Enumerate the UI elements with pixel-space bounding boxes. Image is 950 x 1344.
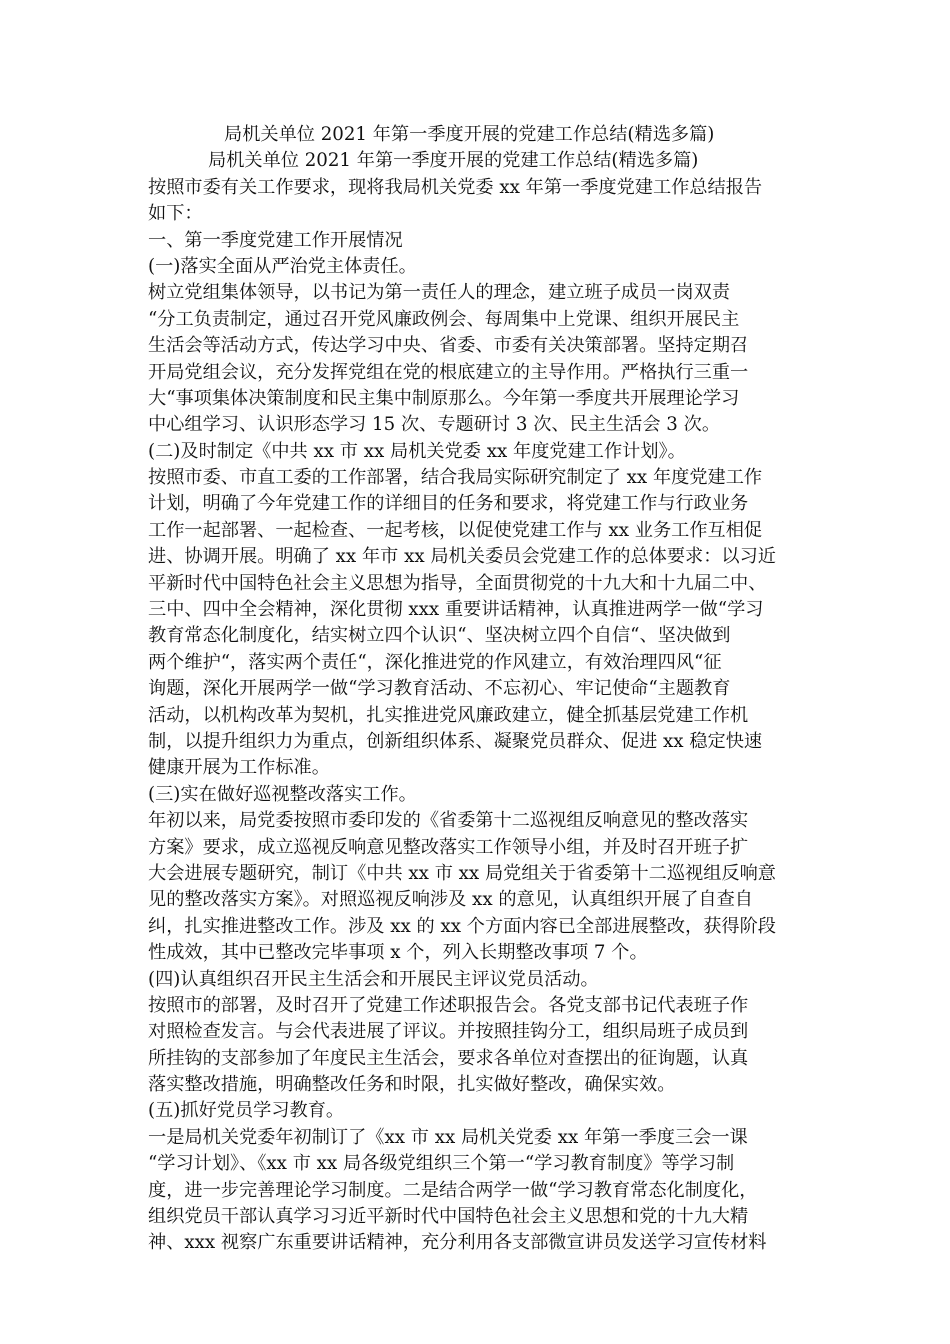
text-line: (二)及时制定《中共 xx 市 xx 局机关党委 xx 年度党建工作计划》。 <box>148 440 686 462</box>
text-line: 组织党员干部认真学习习近平新时代中国特色社会主义思想和党的十九大精 <box>148 1206 749 1228</box>
text-line: 落实整改措施，明确整改任务和时限，扎实做好整改，确保实效。 <box>148 1074 676 1096</box>
text-line: 平新时代中国特色社会主义思想为指导，全面贯彻党的十九大和十九届二中、 <box>148 572 767 594</box>
text-line: 神、xxx 视察广东重要讲话精神，充分利用各支部微宣讲员发送学习宣传材料 <box>148 1232 767 1254</box>
text-line: 制，以提升组织力为重点，创新组织体系、凝聚党员群众、促进 xx 稳定快速 <box>148 730 763 752</box>
text-line: 纠，扎实推进整改工作。涉及 xx 的 xx 个方面内容已全部进展整改，获得阶段 <box>148 915 776 937</box>
text-line: 一、第一季度党建工作开展情况 <box>148 229 403 251</box>
text-line: (四)认真组织召开民主生活会和开展民主评议党员活动。 <box>148 968 599 990</box>
text-line: 生活会等活动方式，传达学习中央、省委、市委有关决策部署。坚持定期召 <box>148 335 749 357</box>
text-line: 所挂钩的支部参加了年度民主生活会，要求各单位对查摆出的征询题，认真 <box>148 1047 749 1069</box>
text-line: 大“事项集体决策制度和民主集中制原那么。今年第一季度共开展理论学习 <box>148 387 740 409</box>
text-line: 见的整改落实方案》。对照巡视反响涉及 xx 的意见，认真组织开展了自查自 <box>148 889 753 911</box>
text-line: (三)实在做好巡视整改落实工作。 <box>148 783 417 805</box>
text-line: 如下： <box>148 203 203 225</box>
text-line: “学习计划》、《xx 市 xx 局各级党组织三个第一“学习教育制度》等学习制 <box>148 1153 735 1175</box>
text-line: (一)落实全面从严治党主体责任。 <box>148 255 417 277</box>
text-line: 树立党组集体领导，以书记为第一责任人的理念，建立班子成员一岗双责 <box>148 282 731 304</box>
text-line: (五)抓好党员学习教育。 <box>148 1100 345 1122</box>
document-body <box>148 122 808 1257</box>
text-line: 开局党组会议，充分发挥党组在党的根底建立的主导作用。严格执行三重一 <box>148 361 749 383</box>
text-line: 教育常态化制度化，结实树立四个认识“、坚决树立四个自信“、坚决做到 <box>148 625 731 647</box>
text-line: 按照市委有关工作要求，现将我局机关党委 xx 年第一季度党建工作总结报告 <box>148 176 763 198</box>
text-line: 健康开展为工作标准。 <box>148 757 330 779</box>
text-line: 方案》要求，成立巡视反响意见整改落实工作领导小组，并及时召开班子扩 <box>148 836 749 858</box>
text-line: 计划，明确了今年党建工作的详细目的任务和要求，将党建工作与行政业务 <box>148 493 749 515</box>
text-line: “分工负责制定，通过召开党风廉政例会、每周集中上党课、组织开展民主 <box>148 308 740 330</box>
body-text <box>148 175 808 1257</box>
text-line: 三中、四中全会精神，深化贯彻 xxx 重要讲话精神，认真推进两学一做“学习 <box>148 599 764 621</box>
text-line: 大会进展专题研究，制订《中共 xx 市 xx 局党组关于省委第十二巡视组反响意 <box>148 862 776 884</box>
text-line: 年初以来，局党委按照市委印发的《省委第十二巡视组反响意见的整改落实 <box>148 810 749 832</box>
text-line: 按照市的部署，及时召开了党建工作述职报告会。各党支部书记代表班子作 <box>148 994 749 1016</box>
text-line: 按照市委、市直工委的工作部署，结合我局实际研究制定了 xx 年度党建工作 <box>148 467 763 489</box>
text-line: 对照检查发言。与会代表进展了评议。并按照挂钩分工，组织局班子成员到 <box>148 1021 749 1043</box>
text-line: 中心组学习、认识形态学习 15 次、专题研讨 3 次、民主生活会 3 次。 <box>148 414 721 436</box>
document-subtitle: 局机关单位 2021 年第一季度开展的党建工作总结(精选多篇) <box>208 150 699 172</box>
text-line: 工作一起部署、一起检查、一起考核，以促使党建工作与 xx 业务工作互相促 <box>148 519 763 541</box>
document-title: 局机关单位 2021 年第一季度开展的党建工作总结(精选多篇) <box>224 124 715 145</box>
text-line: 活动，以机构改革为契机，扎实推进党风廉政建立，健全抓基层党建工作机 <box>148 704 749 726</box>
text-line: 度，进一步完善理论学习制度。二是结合两学一做“学习教育常态化制度化， <box>148 1179 758 1201</box>
text-line: 询题，深化开展两学一做“学习教育活动、不忘初心、牢记使命“主题教育 <box>148 678 731 700</box>
text-line: 一是局机关党委年初制订了《xx 市 xx 局机关党委 xx 年第一季度三会一课 <box>148 1126 748 1148</box>
text-line: 进、协调开展。明确了 xx 年市 xx 局机关委员会党建工作的总体要求：以习近 <box>148 546 776 568</box>
text-line: 两个维护“，落实两个责任“，深化推进党的作风建立，有效治理四风“征 <box>148 651 722 673</box>
text-line: 性成效，其中已整改完毕事项 x 个，列入长期整改事项 7 个。 <box>148 942 648 964</box>
